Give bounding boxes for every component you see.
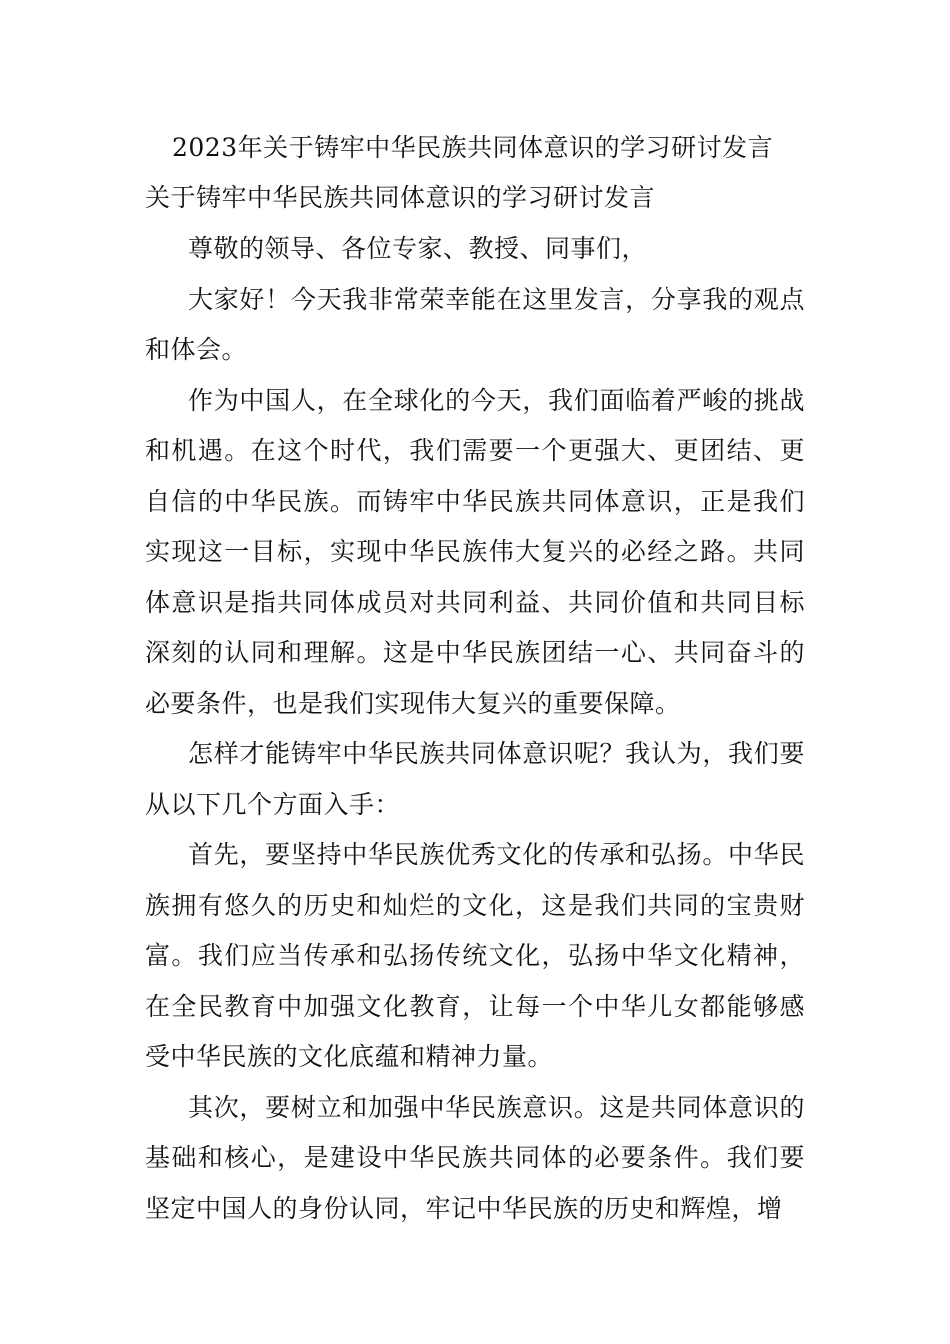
paragraph-first-point: 首先，要坚持中华民族优秀文化的传承和弘扬。中华民族拥有悠久的历史和灿烂的文化，这是我们共同的宝贵财富。我们应当传承和弘扬传统文化，弘扬中华文化精神，在全民教育中加强文化教育，让每一个中华儿女都能够感受中华民族的文化底蕴和精神力量。 — [145, 840, 805, 1071]
document-body — [145, 224, 805, 1234]
paragraph-question: 怎样才能铸牢中华民族共同体意识呢？我认为，我们要从以下几个方面入手： — [145, 739, 805, 819]
paragraph-greeting: 尊敬的领导、各位专家、教授、同事们， — [188, 234, 648, 263]
document-subtitle: 关于铸牢中华民族共同体意识的学习研讨发言 — [145, 183, 656, 212]
paragraph-second-point: 其次，要树立和加强中华民族意识。这是共同体意识的基础和核心，是建设中华民族共同体的必要条件。我们要坚定中国人的身份认同，牢记中华民族的历史和辉煌，增 — [145, 1092, 805, 1223]
document-title: 2023年关于铸牢中华民族共同体意识的学习研讨发言 — [172, 133, 774, 162]
paragraph-opening: 大家好！今天我非常荣幸能在这里发言，分享我的观点和体会。 — [145, 284, 805, 364]
paragraph-context: 作为中国人，在全球化的今天，我们面临着严峻的挑战和机遇。在这个时代，我们需要一个更强大、更团结、更自信的中华民族。而铸牢中华民族共同体意识，正是我们实现这一目标，实现中华民族伟大复兴的必经之路。共同体意识是指共同体成员对共同利益、共同价值和共同目标深刻的认同和理解。这是中华民族团结一心、共同奋斗的必要条件，也是我们实现伟大复兴的重要保障。 — [145, 385, 805, 718]
